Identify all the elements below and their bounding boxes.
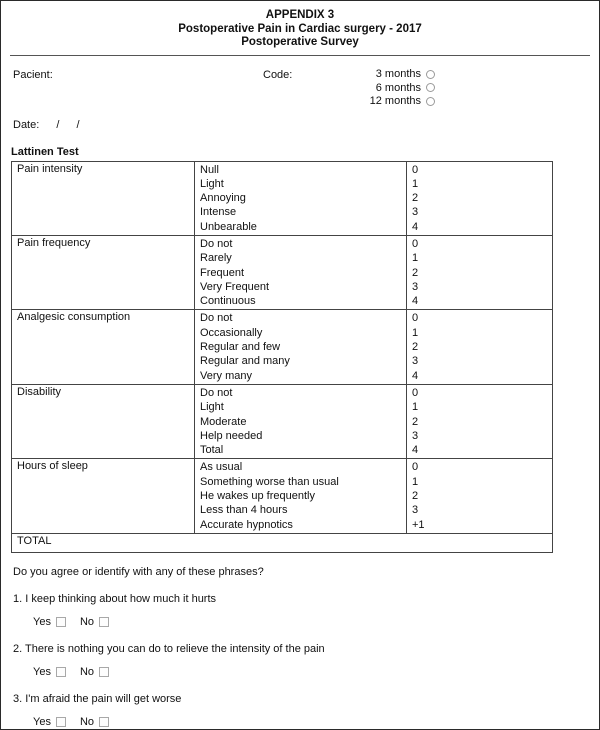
score-value: 1	[412, 177, 419, 190]
scores-cell	[407, 235, 553, 309]
phrase-text: I keep thinking about how much it hurts	[25, 592, 217, 605]
score-value: 1	[412, 326, 419, 339]
score-value: 1	[412, 252, 419, 265]
option-label: Rarely	[200, 252, 232, 265]
category-cell: Analgesic consumption	[12, 310, 195, 384]
option-label: Moderate	[200, 415, 247, 428]
month-label: 12 months	[369, 95, 421, 108]
table-row-total	[12, 533, 553, 552]
phrase-1-yes-checkbox[interactable]	[56, 617, 66, 627]
code-label: Code:	[263, 68, 293, 81]
page-header	[1, 1, 599, 50]
option-label: Less than 4 hours	[200, 504, 288, 517]
option-label: Accurate hypnotics	[200, 518, 293, 531]
score-value: 3	[412, 280, 419, 293]
score-value: 0	[412, 312, 419, 325]
phrase-3-yes-checkbox[interactable]	[56, 717, 66, 727]
option-label: Regular and many	[200, 355, 290, 368]
score-value: 0	[412, 237, 419, 250]
score-value: 0	[412, 386, 419, 399]
score-value: 3	[412, 206, 419, 219]
options-cell	[195, 235, 407, 309]
code-options	[357, 68, 435, 109]
lattinen-test-title: Lattinen Test	[11, 145, 79, 158]
score-value: 2	[412, 415, 419, 428]
options-cell	[195, 310, 407, 384]
radio-3-months[interactable]	[426, 70, 435, 79]
phrase-3-no-checkbox[interactable]	[99, 717, 109, 727]
score-value: 3	[412, 355, 419, 368]
table-row-disability	[12, 384, 553, 458]
scores-cell	[407, 161, 553, 235]
code-option-6-months	[357, 81, 435, 95]
phrase-3-yes-no-row	[33, 716, 599, 729]
score-value: 4	[412, 369, 419, 382]
option-label: Very Frequent	[200, 280, 270, 293]
appendix-title: APPENDIX 3	[265, 9, 335, 21]
header-divider	[10, 55, 590, 56]
option-label: Very many	[200, 369, 252, 382]
option-label: Do not	[200, 312, 233, 325]
code-option-3-months	[357, 68, 435, 82]
category-cell: Pain intensity	[12, 161, 195, 235]
phrase-2-yes-no-row	[33, 666, 599, 679]
date-field	[13, 119, 599, 132]
phrase-1-yes-no-row	[33, 616, 599, 629]
phrases-intro: Do you agree or identify with any of these phrases?	[13, 565, 264, 578]
no-label: No	[79, 716, 95, 729]
lattinen-test-table	[11, 161, 553, 553]
option-label: Null	[200, 163, 219, 176]
no-label: No	[79, 616, 95, 629]
yes-label: Yes	[33, 666, 51, 679]
table-row-pain-intensity	[12, 161, 553, 235]
phrase-number: 3.	[13, 692, 23, 705]
no-label: No	[79, 666, 95, 679]
phrase-text: I'm afraid the pain will get worse	[25, 692, 182, 705]
month-label: 6 months	[375, 81, 421, 94]
scores-cell	[407, 384, 553, 458]
score-value: 4	[412, 444, 419, 457]
total-label: TOTAL	[12, 533, 553, 552]
radio-12-months[interactable]	[426, 97, 435, 106]
category-cell: Disability	[12, 384, 195, 458]
score-value: 3	[412, 504, 419, 517]
table-row-analgesic-consumption	[12, 310, 553, 384]
score-value: 2	[412, 341, 419, 354]
patient-label: Pacient:	[13, 68, 53, 81]
option-label: Unbearable	[200, 220, 257, 233]
score-value: 1	[412, 401, 419, 414]
date-separator: /	[56, 118, 60, 131]
options-cell	[195, 459, 407, 533]
category-cell: Pain frequency	[12, 235, 195, 309]
survey-subtitle: Postoperative Survey	[241, 36, 359, 48]
radio-6-months[interactable]	[426, 83, 435, 92]
score-value: 2	[412, 192, 419, 205]
date-label: Date:	[13, 118, 40, 131]
options-cell	[195, 161, 407, 235]
phrase-2-no-checkbox[interactable]	[99, 667, 109, 677]
scores-cell	[407, 459, 553, 533]
phrase-number: 2.	[13, 642, 23, 655]
patient-code-section	[1, 68, 599, 109]
score-value: 0	[412, 461, 419, 474]
phrase-1-no-checkbox[interactable]	[99, 617, 109, 627]
score-value: 4	[412, 220, 419, 233]
option-label: Light	[200, 177, 224, 190]
survey-title: Postoperative Pain in Cardiac surgery - 2017	[178, 22, 422, 35]
category-cell: Hours of sleep	[12, 459, 195, 533]
score-value: 0	[412, 163, 419, 176]
option-label: He wakes up frequently	[200, 490, 315, 503]
score-value: +1	[412, 518, 425, 531]
score-value: 2	[412, 490, 419, 503]
score-value: 1	[412, 475, 419, 488]
yes-label: Yes	[33, 616, 51, 629]
option-label: As usual	[200, 461, 243, 474]
option-label: Regular and few	[200, 341, 281, 354]
month-label: 3 months	[375, 68, 421, 81]
option-label: Intense	[200, 206, 237, 219]
option-label: Occasionally	[200, 326, 263, 339]
option-label: Help needed	[200, 429, 263, 442]
phrase-text: There is nothing you can do to relieve the intensity of the pain	[25, 642, 325, 655]
yes-label: Yes	[33, 716, 51, 729]
phrase-2-yes-checkbox[interactable]	[56, 667, 66, 677]
option-label: Annoying	[200, 192, 246, 205]
date-separator: /	[76, 118, 80, 131]
table-row-pain-frequency	[12, 235, 553, 309]
score-value: 3	[412, 429, 419, 442]
option-label: Something worse than usual	[200, 475, 339, 488]
code-option-12-months	[357, 95, 435, 109]
phrase-item-2	[13, 643, 599, 656]
option-label: Continuous	[200, 295, 256, 308]
options-cell	[195, 384, 407, 458]
phrase-item-3	[13, 693, 599, 706]
option-label: Do not	[200, 386, 233, 399]
option-label: Light	[200, 401, 224, 414]
scores-cell	[407, 310, 553, 384]
score-value: 2	[412, 266, 419, 279]
option-label: Frequent	[200, 266, 245, 279]
option-label: Total	[200, 444, 224, 457]
phrase-item-1	[13, 593, 599, 606]
option-label: Do not	[200, 237, 233, 250]
phrase-number: 1.	[13, 592, 23, 605]
table-row-hours-of-sleep	[12, 459, 553, 533]
score-value: 4	[412, 295, 419, 308]
